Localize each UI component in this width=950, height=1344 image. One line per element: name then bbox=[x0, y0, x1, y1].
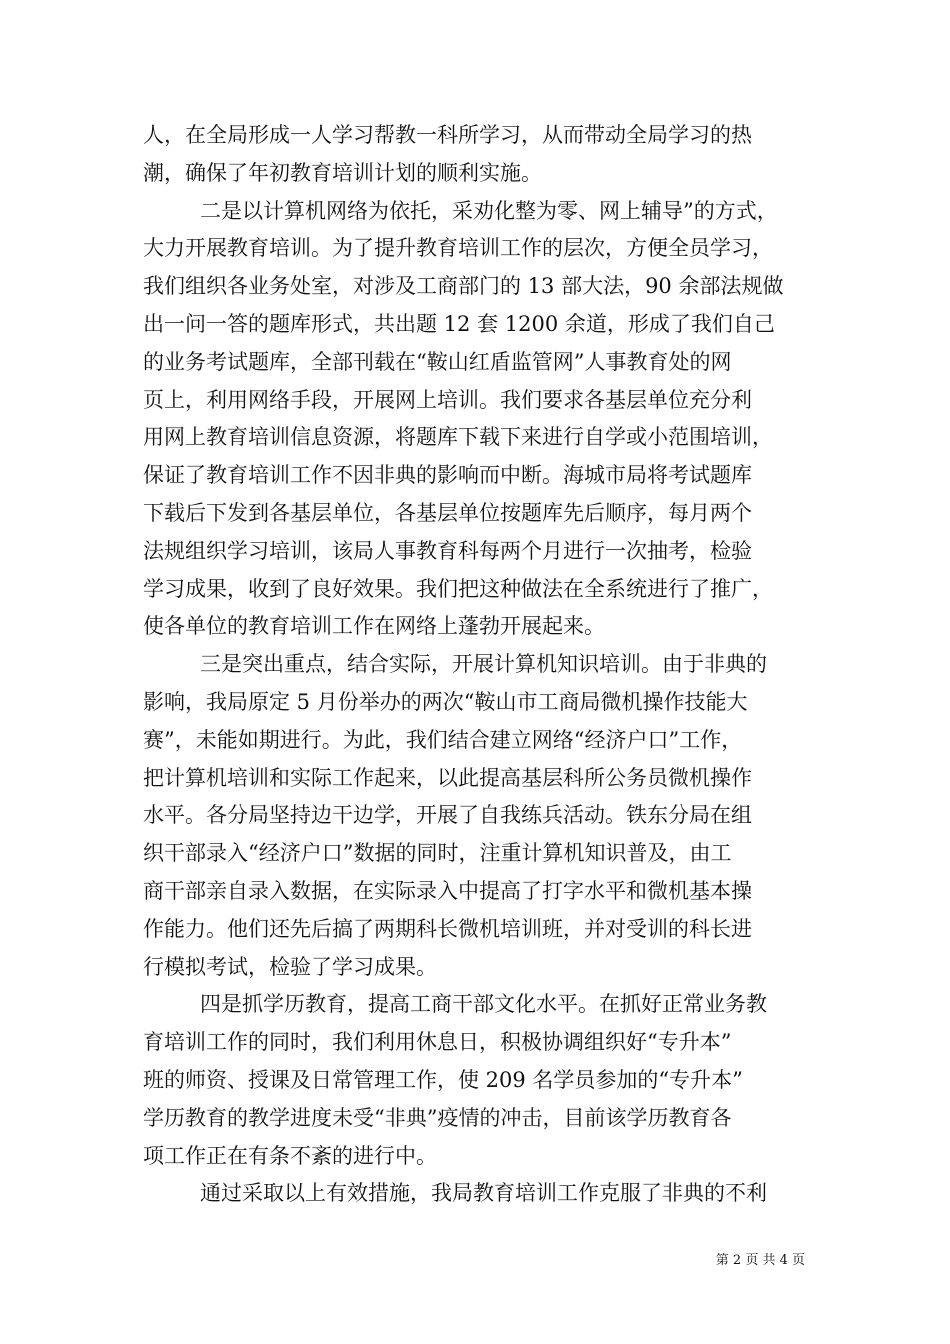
text-line: 四是抓学历教育，提高工商干部文化水平。在抓好正常业务教 bbox=[200, 992, 767, 1017]
paragraph bbox=[143, 193, 805, 647]
paragraph bbox=[143, 646, 805, 986]
text-line: 下载后下发到各基层单位，各基层单位按题库先后顺序，每月两个 bbox=[143, 500, 752, 525]
text-line: 保证了教育培训工作不因非典的影响而中断。海城市局将考试题库 bbox=[143, 463, 752, 488]
text-line: 法规组织学习培训，该局人事教育科每两个月进行一次抽考，检验 bbox=[143, 538, 752, 563]
text-line: 大力开展教育培训。为了提升教育培训工作的层次，方便全员学习， bbox=[143, 236, 773, 261]
text-line: 赛”，未能如期进行。为此，我们结合建立网络“经济户口”工作， bbox=[143, 727, 743, 752]
text-line: 我们组织各业务处室，对涉及工商部门的 13 部大法，90 余部法规做 bbox=[143, 274, 784, 299]
text-line: 项工作正在有条不紊的进行中。 bbox=[143, 1143, 437, 1168]
text-line: 把计算机培训和实际工作起来，以此提高基层科所公务员微机操作 bbox=[143, 765, 752, 790]
text-line: 育培训工作的同时，我们利用休息日，积极协调组织好“专升本” bbox=[143, 1030, 732, 1055]
text-line: 作能力。他们还先后搞了两期科长微机培训班，并对受训的科长进 bbox=[143, 916, 752, 941]
text-line: 商干部亲自录入数据，在实际录入中提高了打字水平和微机基本操 bbox=[143, 878, 752, 903]
text-line: 的业务考试题库，全部刊载在“鞍山红盾监管网”人事教育处的网 bbox=[143, 349, 732, 374]
text-line: 学历教育的教学进度未受“非典”疫情的冲击，目前该学历教育各 bbox=[143, 1105, 732, 1130]
paragraph bbox=[143, 1175, 805, 1213]
text-line: 潮，确保了年初教育培训计划的顺利实施。 bbox=[143, 160, 542, 185]
text-line: 通过采取以上有效措施，我局教育培训工作克服了非典的不利 bbox=[200, 1181, 767, 1206]
text-line: 用网上教育培训信息资源，将题库下载下来进行自学或小范围培训， bbox=[143, 425, 773, 450]
text-line: 行模拟考试，检验了学习成果。 bbox=[143, 954, 437, 979]
paragraph bbox=[143, 986, 805, 1175]
page-number-footer: 第 2 页 共 4 页 bbox=[715, 1253, 805, 1268]
text-line: 班的师资、授课及日常管理工作，使 209 名学员参加的“专升本” bbox=[143, 1067, 743, 1092]
text-line: 二是以计算机网络为依托，采劝化整为零、网上辅导”的方式， bbox=[200, 198, 778, 223]
text-line: 学习成果，收到了良好效果。我们把这种做法在全系统进行了推广， bbox=[143, 576, 773, 601]
text-line: 水平。各分局坚持边干边学，开展了自我练兵活动。铁东分局在组 bbox=[143, 803, 752, 828]
document-body bbox=[143, 117, 805, 1213]
text-line: 出一问一答的题库形式，共出题 12 套 1200 余道，形成了我们自己 bbox=[143, 311, 775, 336]
text-line: 页上，利用网络手段，开展网上培训。我们要求各基层单位充分利 bbox=[143, 387, 752, 412]
text-line: 人，在全局形成一人学习帮教一科所学习，从而带动全局学习的热 bbox=[143, 123, 752, 147]
text-line: 影响，我局原定 5 月份举办的两次“鞍山市工商局微机操作技能大 bbox=[143, 689, 748, 714]
text-line: 三是突出重点，结合实际，开展计算机知识培训。由于非典的 bbox=[200, 652, 767, 677]
text-line: 使各单位的教育培训工作在网络上蓬勃开展起来。 bbox=[143, 614, 605, 639]
paragraph bbox=[143, 117, 805, 193]
text-line: 织干部录入“经济户口”数据的同时，注重计算机知识普及，由工 bbox=[143, 841, 732, 866]
